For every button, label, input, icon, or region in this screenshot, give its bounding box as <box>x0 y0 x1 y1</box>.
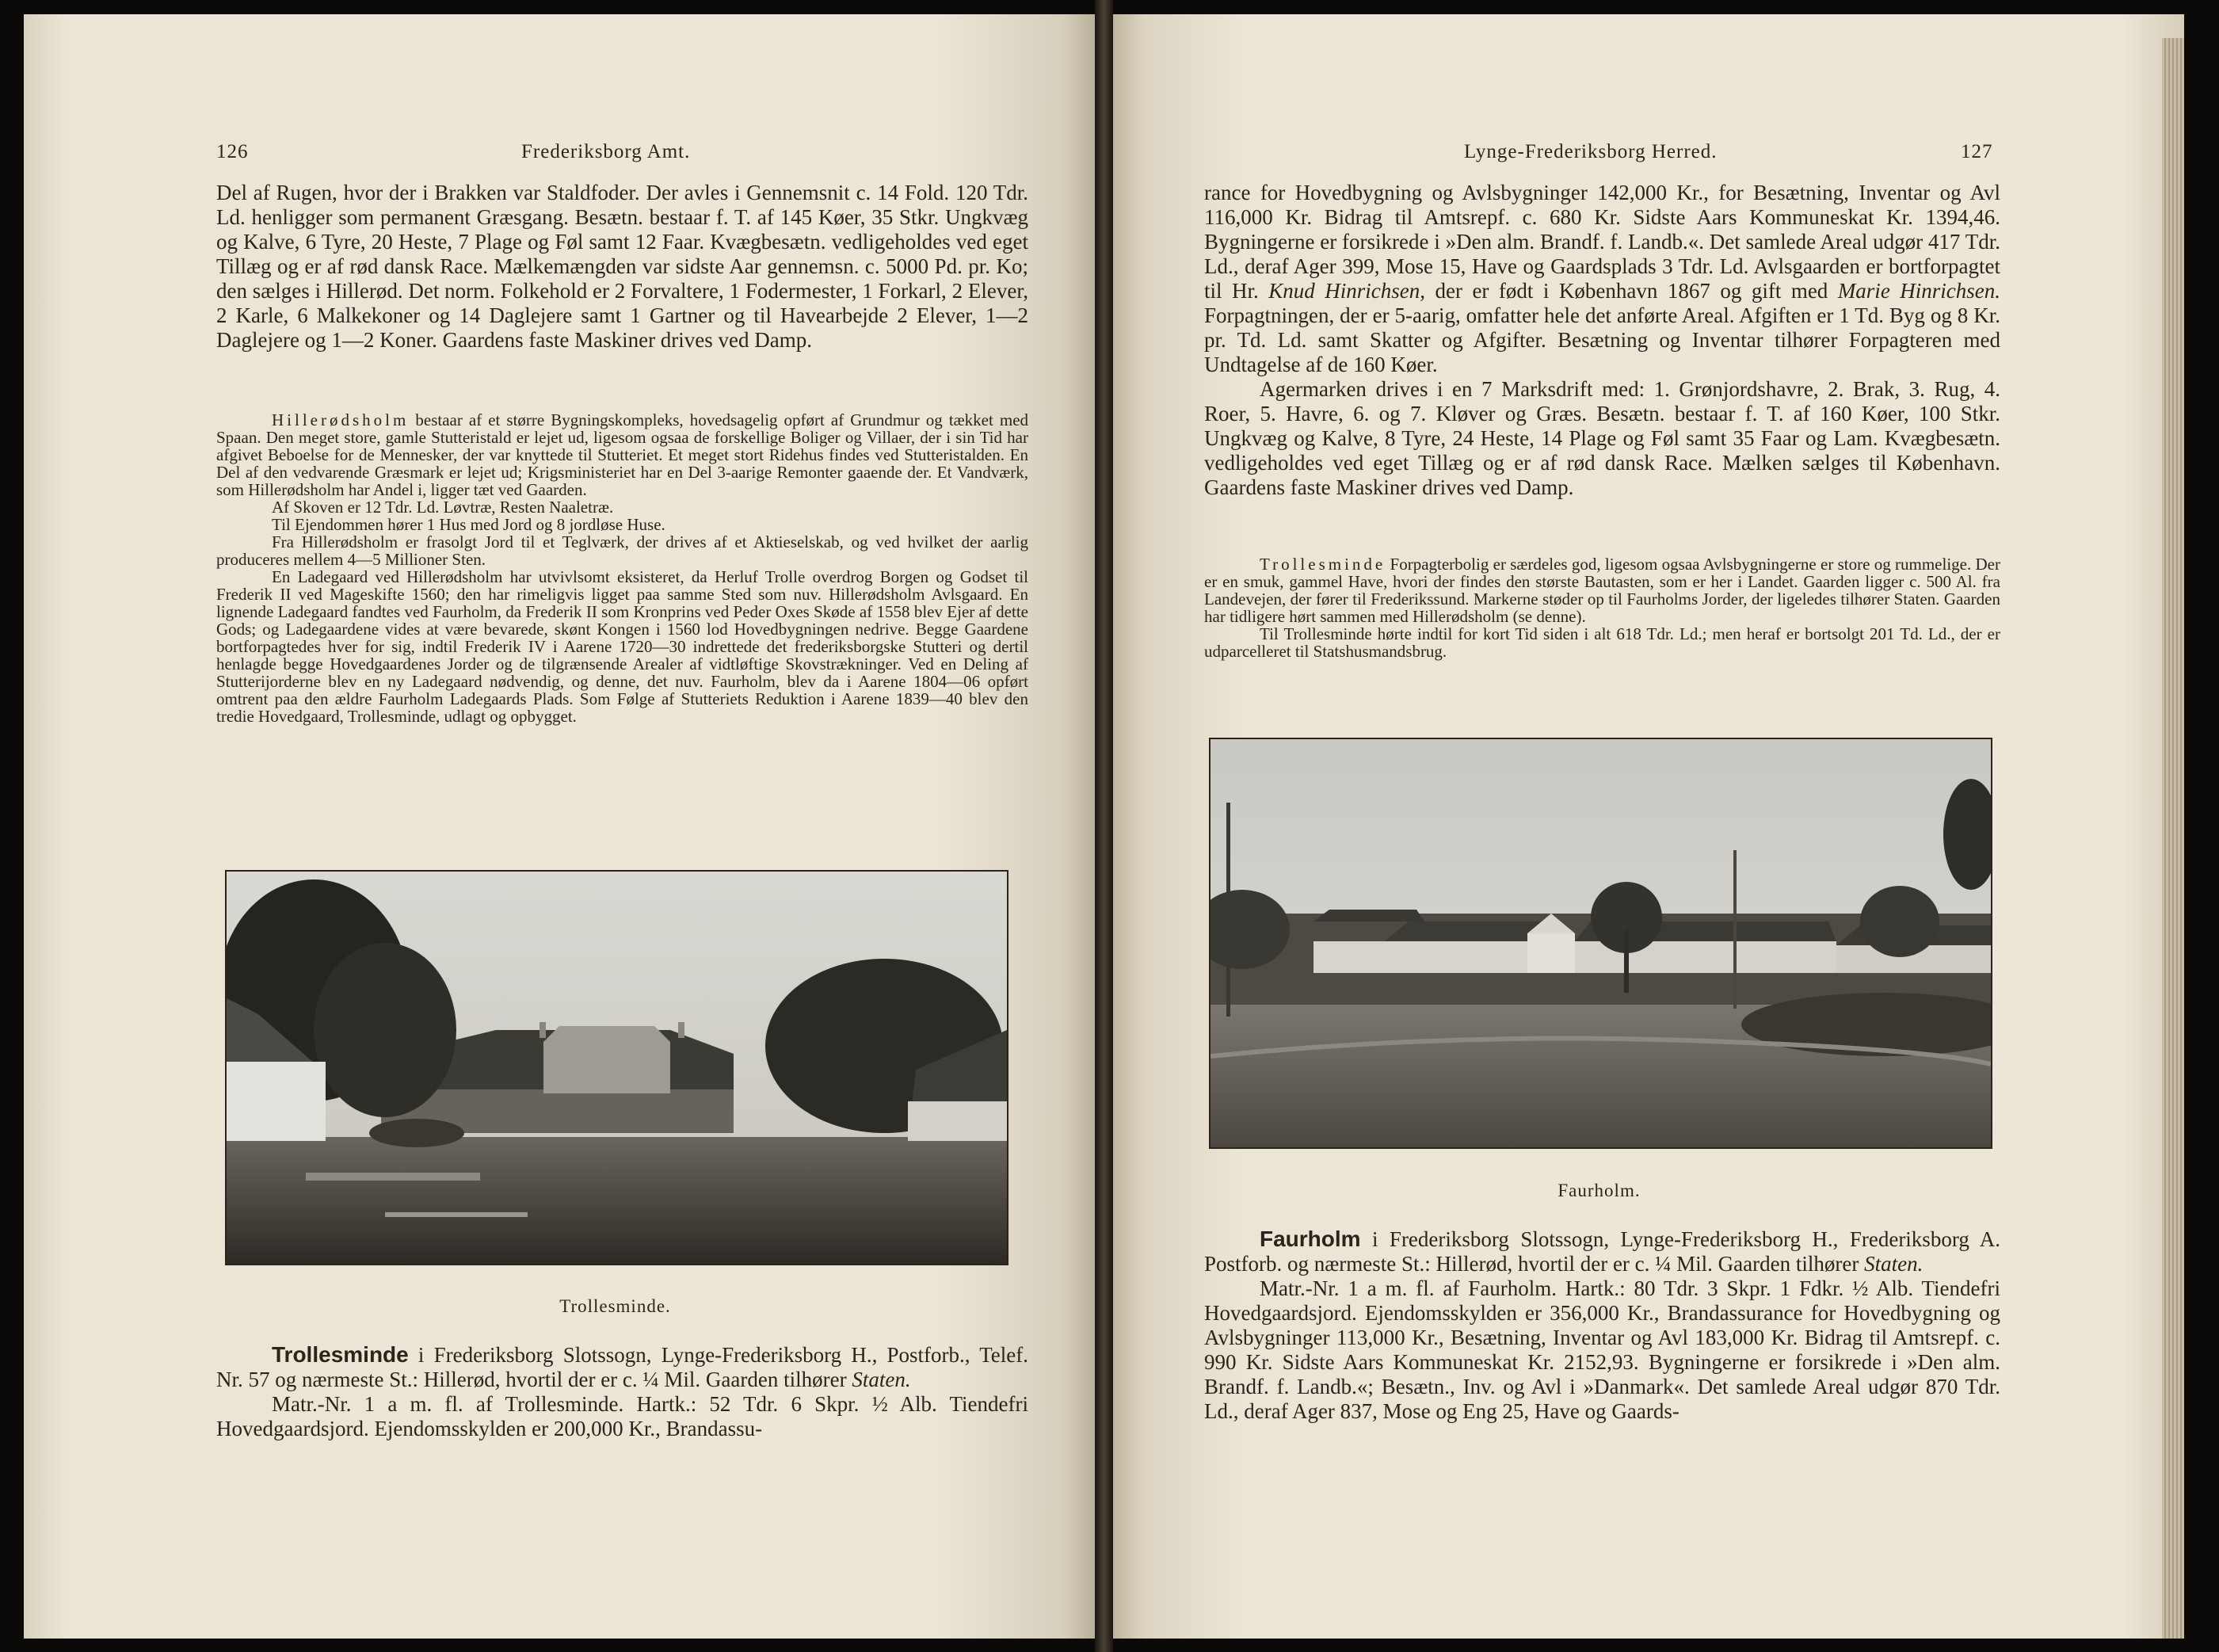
body-paragraph <box>216 181 1028 353</box>
entry-owner: Staten. <box>1864 1252 1924 1276</box>
entry-section <box>216 1342 1028 1441</box>
small-paragraph: Fra Hillerødsholm er frasolgt Jord til et Teglværk, der drives af et Aktieselskab, og ved hvilket der aarlig produceres mellem 4—5 Millioner Sten. <box>216 532 1028 569</box>
entry-text: i Frederiksborg Slotssogn, Lynge-Frederiksborg H., Postforb., Telef. Nr. 57 og nærmeste St.: Hillerød, hvortil der er c. ¼ Mil. Gaarden tilhører <box>216 1343 1029 1391</box>
running-head: Frederiksborg Amt. <box>521 141 691 162</box>
person-name: Knud Hinrichsen, <box>1268 279 1425 303</box>
entry-section <box>1204 1227 2000 1424</box>
small-paragraph: Til Ejendommen hører 1 Hus med Jord og 8 jordløse Huse. <box>272 515 665 534</box>
small-paragraph: Forpagterbolig er særdeles god, ligesom ogsaa Avlsbygningerne er store og rummelige. Der er en smuk, gammel Have, hvori der findes den største Bautasten, som er her i Landet. Gaarden ligger c. 500 Al. fra Landevejen, der fører til Frederikssund. Markerne støder op til Faurholms Jorder, der ligeledes tilhører Staten. Gaarden har tidligere hørt sammen med Hillerødsholm (se denne). <box>1204 555 2000 626</box>
entry-text: i Frederiksborg Slotssogn, Lynge-Frederiksborg H., Frederiksborg A. Postforb. og nærmeste St.: Hillerød, hvortil der er c. ¼ Mil. Gaarden tilhører <box>1204 1227 2001 1276</box>
small-paragraph: Til Trollesminde hørte indtil for kort Tid siden i alt 618 Tdr. Ld.; men heraf er bortsolgt 201 Td. Ld., der er udparcelleret til Statshusmandsbrug. <box>1204 624 2000 661</box>
book-spine <box>1095 0 1113 1652</box>
paragraph: Del af Rugen, hvor der i Brakken var Staldfoder. Der avles i Gennemsnit c. 14 Fold. 120 Tdr. Ld. henligger som permanent Græsgang. Besætn. bestaar f. T. af 145 Køer, 35 Stkr. Ungkvæg og Kalve, 6 Tyre, 20 Heste, 7 Plage og Føl samt 12 Faar. Kvægbesætn. vedligeholdes ved eget Tillæg og er af rød dansk Race. Mælkemængden var sidste Aar gennemsn. c. 5000 Pd. pr. Ko; den sælges i Hillerød. Det norm. Folkehold er 2 Forvaltere, 1 Fodermester, 1 Forkarl, 2 Elever, 2 Karle, 6 Malkekoner og 14 Daglejere samt 1 Gartner og til Havearbejde 2 Elever, 1—2 Daglejere og 1—2 Koner. Gaardens faste Maskiner drives ved Damp. <box>216 181 1028 352</box>
photo-caption: Faurholm. <box>1557 1181 1641 1200</box>
faurholm-photo <box>1209 738 1992 1149</box>
photo-caption: Trollesminde. <box>559 1296 671 1316</box>
right-page <box>1113 14 2184 1639</box>
small-print-section <box>216 411 1028 725</box>
left-page <box>24 14 1095 1639</box>
paragraph: Agermarken drives i en 7 Marksdrift med: 1. Grønjordshavre, 2. Brak, 3. Rug, 4. Roer, 5. Havre, 6. og 7. Kløver og Græs. Besætn. bestaar f. T. af 160 Køer, 100 Stkr. Ungkvæg og Kalve, 8 Tyre, 24 Heste, 14 Plage og Føl samt 35 Faar og Lam. Kvægbesætn. vedligeholdes ved eget Tillæg og er af rød dansk Race. Mælken sælges til København. Gaardens faste Maskiner drives ved Damp. <box>1204 377 2000 499</box>
paragraph: Forpagtningen, der er 5-aarig, omfatter hele det anførte Areal. Afgiften er 1 Td. Byg og 8 Kr. pr. Td. Ld. samt Skatter og Afgifter. Besætning og Inventar tilhører Forpagteren med Undtagelse af de 160 Køer. <box>1204 303 2000 376</box>
spaced-lead: Hillerødsholm <box>272 410 410 429</box>
page-number: 126 <box>216 141 249 162</box>
small-paragraph: bestaar af et større Bygningskompleks, hovedsagelig opført af Grundmur og tækket med Spaan. Den meget store, gamle Stutteristald er lejet ud, ligesom ogsaa de forskellige Boliger og Villaer, der i sin Tid har afgivet Beboelse for de Mennesker, der var knyttede til Stutteriet. Et meget stort Ridehus findes ved Stutteristalden. En Del af den vedvarende Græsmark er lejet ud; Krigsministeriet har en Del 3-aarige Remonter gaaende der. Et Vandværk, som Hillerødsholm har Andel i, ligger tæt ved Gaarden. <box>216 410 1029 499</box>
small-paragraph: Af Skoven er 12 Tdr. Ld. Løvtræ, Resten Naaletræ. <box>272 498 614 517</box>
entry-owner: Staten. <box>852 1368 911 1391</box>
entry-title: Trollesminde <box>272 1342 409 1367</box>
entry-title: Faurholm <box>1260 1227 1361 1251</box>
spaced-lead: Trollesminde <box>1260 555 1386 574</box>
paragraph: rance for Hovedbygning og Avlsbygninger 142,000 Kr., for Besætning, Inventar og Avl 116,000 Kr. Bidrag til Amtsrepf. c. 680 Kr. Sidste Aars Kommuneskat Kr. 1394,46. Bygningerne er forsikrede i »Den alm. Brandf. f. Landb.«. Det samlede Areal udgør 417 Tdr. Ld., deraf Ager 399, Mose 15, Have og Gaardsplads 3 Tdr. Ld. Avlsgaarden er bortforpagtet til Hr. <box>1204 181 2000 303</box>
person-name: Marie Hinrichsen. <box>1837 279 2001 303</box>
entry-text: Matr.-Nr. 1 a m. fl. af Faurholm. Hartk.: 80 Tdr. 3 Skpr. 1 Fdkr. ½ Alb. Tiendefri Hovedgaardsjord. Ejendomsskylden er 356,000 Kr., Brandassurance for Hovedbygning og Avlsbygninger 113,000 Kr., Besætning, Inventar og Avl 183,000 Kr. Bidrag til Amtsrepf. c. 990 Kr. Sidste Aars Kommuneskat Kr. 2152,93. Bygningerne er forsikrede i »Den alm. Brandf. f. Landb.«; Besætn., Inv. og Avl i »Danmark«. Det samlede Areal udgør 870 Tdr. Ld., deraf Ager 837, Mose og Eng 25, Have og Gaards- <box>1204 1276 2000 1423</box>
entry-text: Matr.-Nr. 1 a m. fl. af Trollesminde. Hartk.: 52 Tdr. 6 Skpr. ½ Alb. Tiendefri Hovedgaardsjord. Ejendomsskylden er 200,000 Kr., Brandassu- <box>216 1392 1028 1440</box>
page-edge <box>2162 38 2184 1639</box>
small-paragraph: En Ladegaard ved Hillerødsholm har utvivlsomt eksisteret, da Herluf Trolle overdrog Borgen og Godset til Frederik II ved Mageskifte 1560; den har rimeligvis ligget paa samme Sted som nuv. Hillerødsholm Avlsgaard. En lignende Ladegaard fandtes ved Faurholm, da Frederik II som Kronprins ved Peder Oxes Skøde af 1558 blev Ejer af dette Gods; og Ladegaardene vides at være bevarede, skønt Kongen i 1560 lod Hovedbygningen nedrive. Begge Gaardene bortforpagtedes hver for sig, indtil Frederik IV i Aarene 1720—30 indrettede det frederiksborgske Stutteri og dertil henlagde begge Hovedgaardenes Jorder og de tilgrænsende Arealer af vidtløftige Skovstrækninger. Ved en Deling af Stutterijorderne blev en ny Ladegaard nødvendig, og denne, det nuv. Faurholm, blev da i Aarene 1804—06 opført omtrent paa den ældre Faurholm Ladegaards Plads. Som Følge af Stutteriets Reduktion i Aarene 1839—40 blev den tredie Hovedgaard, Trollesminde, udlagt og opbygget. <box>216 567 1028 726</box>
body-section <box>1204 181 2000 500</box>
running-head: Lynge-Frederiksborg Herred. <box>1464 141 1718 162</box>
small-print-section <box>1204 555 2000 660</box>
trollesminde-photo <box>225 870 1008 1265</box>
page-number: 127 <box>1961 141 1993 162</box>
paragraph: der er født i København 1867 og gift med <box>1435 279 1828 303</box>
